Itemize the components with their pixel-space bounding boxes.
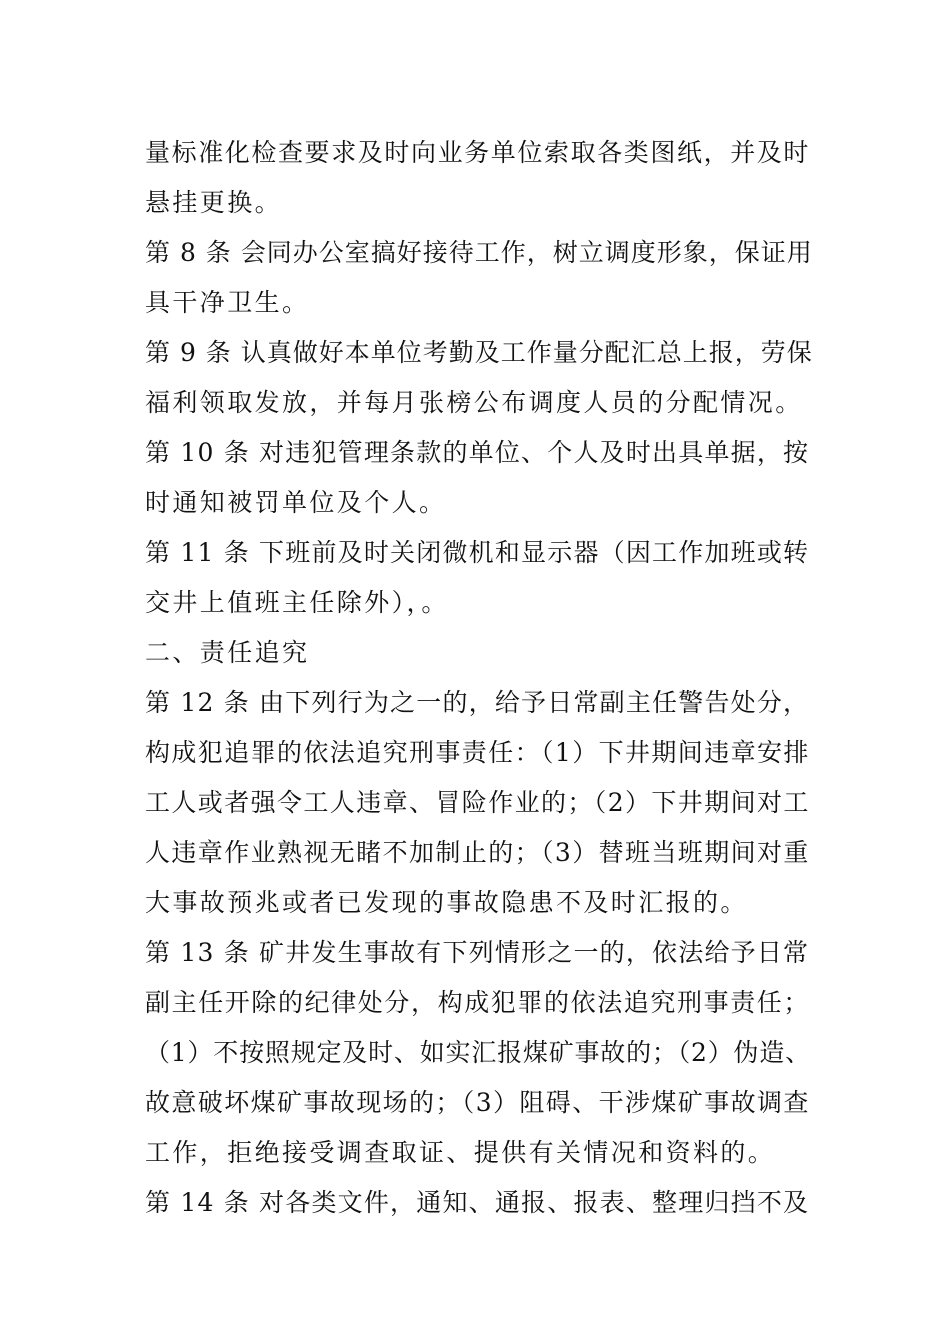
text-line: 量标准化检查要求及时向业务单位索取各类图纸，并及时 <box>145 138 811 167</box>
section-heading: 二、责任追究 <box>145 638 310 667</box>
text-line: 人违章作业熟视无睹不加制止的；（3）替班当班期间对重 <box>145 838 810 867</box>
text-line: 时通知被罚单位及个人。 <box>145 488 447 517</box>
text-line: 悬挂更换。 <box>145 188 283 217</box>
text-line: 第 10 条 对违犯管理条款的单位、个人及时出具单据，按 <box>145 438 810 467</box>
text-line: 福利领取发放，并每月张榜公布调度人员的分配情况。 <box>145 388 803 417</box>
text-line: （1）不按照规定及时、如实汇报煤矿事故的；（2）伪造、 <box>145 1038 811 1067</box>
text-line: 构成犯追罪的依法追究刑事责任：（1）下井期间违章安排 <box>145 738 810 767</box>
text-line: 第 14 条 对各类文件，通知、通报、报表、整理归挡不及 <box>145 1188 810 1217</box>
text-line: 副主任开除的纪律处分，构成犯罪的依法追究刑事责任； <box>145 988 811 1017</box>
text-line: 工作，拒绝接受调查取证、提供有关情况和资料的。 <box>145 1138 776 1167</box>
text-line: 具干净卫生。 <box>145 288 310 317</box>
text-line: 工人或者强令工人违章、冒险作业的；（2）下井期间对工 <box>145 788 810 817</box>
text-line: 第 13 条 矿井发生事故有下列情形之一的，依法给予日常 <box>145 938 810 967</box>
text-line: 大事故预兆或者已发现的事故隐患不及时汇报的。 <box>145 888 748 917</box>
document-body <box>145 128 813 1228</box>
text-line: 第 12 条 由下列行为之一的，给予日常副主任警告处分， <box>145 688 810 717</box>
text-line: 交井上值班主任除外），。 <box>145 588 449 617</box>
text-line: 第 9 条 认真做好本单位考勤及工作量分配汇总上报，劳保 <box>145 338 813 367</box>
text-line: 第 11 条 下班前及时关闭微机和显示器（因工作加班或转 <box>145 538 810 567</box>
text-line: 故意破坏煤矿事故现场的；（3）阻碍、干涉煤矿事故调查 <box>145 1088 810 1117</box>
text-line: 第 8 条 会同办公室搞好接待工作，树立调度形象，保证用 <box>145 238 813 267</box>
